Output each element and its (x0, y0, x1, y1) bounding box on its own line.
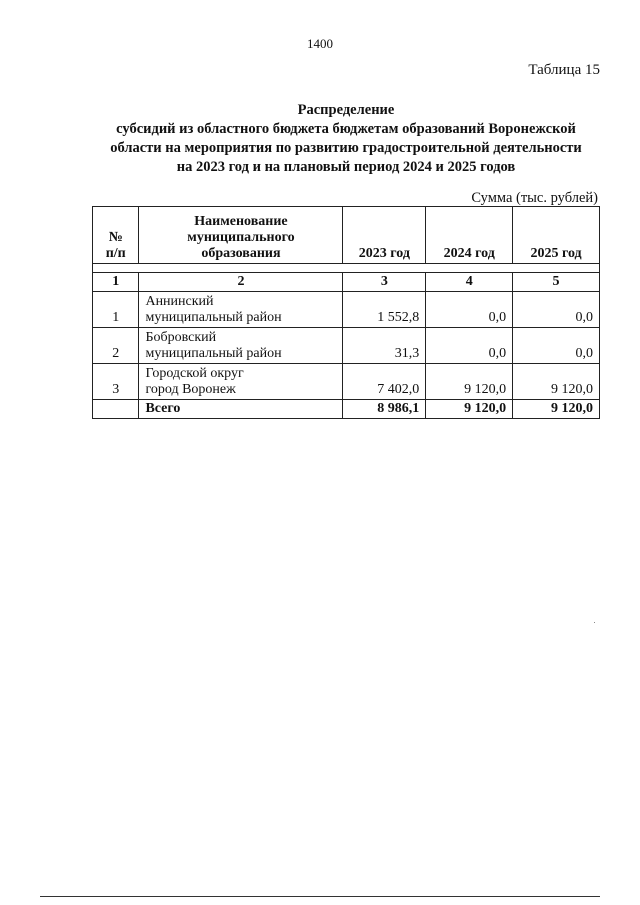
municipality-name-line-2: муниципальный район (145, 310, 282, 325)
document-title (96, 101, 596, 177)
municipality-name (139, 292, 343, 328)
value-2024: 9 120,0 (426, 364, 513, 400)
header-2025: 2025 год (513, 207, 600, 264)
header-number (93, 207, 139, 264)
row-number: 3 (93, 364, 139, 400)
subsidy-table (92, 206, 600, 419)
header-name-line-2: муниципального (187, 230, 295, 245)
header-name-line-3: образования (201, 246, 281, 261)
column-index-row (93, 273, 600, 292)
header-name-line-1: Наименование (194, 214, 288, 229)
title-line-3: области на мероприятия по развитию градостроительной деятельности (110, 140, 582, 156)
table-reference: Таблица 15 (528, 62, 600, 78)
total-2023: 8 986,1 (343, 400, 426, 419)
header-number-line-2: п/п (105, 246, 126, 261)
row-number: 1 (93, 292, 139, 328)
header-2023: 2023 год (343, 207, 426, 264)
value-2023: 31,3 (343, 328, 426, 364)
value-2023: 7 402,0 (343, 364, 426, 400)
header-number-line-1: № (108, 230, 123, 245)
total-empty-cell (93, 400, 139, 419)
value-2024: 0,0 (426, 328, 513, 364)
header-row (93, 207, 600, 264)
total-2024: 9 120,0 (426, 400, 513, 419)
municipality-name-line-2: муниципальный район (145, 346, 282, 361)
title-line-2: субсидий из областного бюджета бюджетам образований Воронежской (116, 121, 576, 137)
municipality-name (139, 364, 343, 400)
table-row (93, 328, 600, 364)
title-line-4: на 2023 год и на плановый период 2024 и 2025 годов (176, 159, 516, 175)
header-2024: 2024 год (426, 207, 513, 264)
column-index: 5 (513, 273, 600, 292)
table-row (93, 292, 600, 328)
column-index: 1 (93, 273, 139, 292)
column-index: 2 (139, 273, 343, 292)
total-2025: 9 120,0 (513, 400, 600, 419)
page-number: 1400 (307, 36, 333, 51)
municipality-name-line-2: город Воронеж (145, 382, 236, 397)
header-gap (93, 264, 600, 273)
value-2024: 0,0 (426, 292, 513, 328)
value-2023: 1 552,8 (343, 292, 426, 328)
column-index: 3 (343, 273, 426, 292)
units-note: Сумма (тыс. рублей) (471, 190, 598, 206)
total-label: Всего (139, 400, 343, 419)
page-bottom-rule (40, 896, 600, 897)
table-row (93, 364, 600, 400)
column-index: 4 (426, 273, 513, 292)
row-number: 2 (93, 328, 139, 364)
total-row (93, 400, 600, 419)
municipality-name-line-1: Городской округ (145, 366, 244, 381)
municipality-name-line-1: Аннинский (145, 294, 214, 309)
municipality-name (139, 328, 343, 364)
value-2025: 9 120,0 (513, 364, 600, 400)
municipality-name-line-1: Бобровский (145, 330, 217, 345)
value-2025: 0,0 (513, 292, 600, 328)
header-name (139, 207, 343, 264)
scan-speck (594, 622, 595, 623)
value-2025: 0,0 (513, 328, 600, 364)
title-line-1: Распределение (297, 102, 395, 118)
